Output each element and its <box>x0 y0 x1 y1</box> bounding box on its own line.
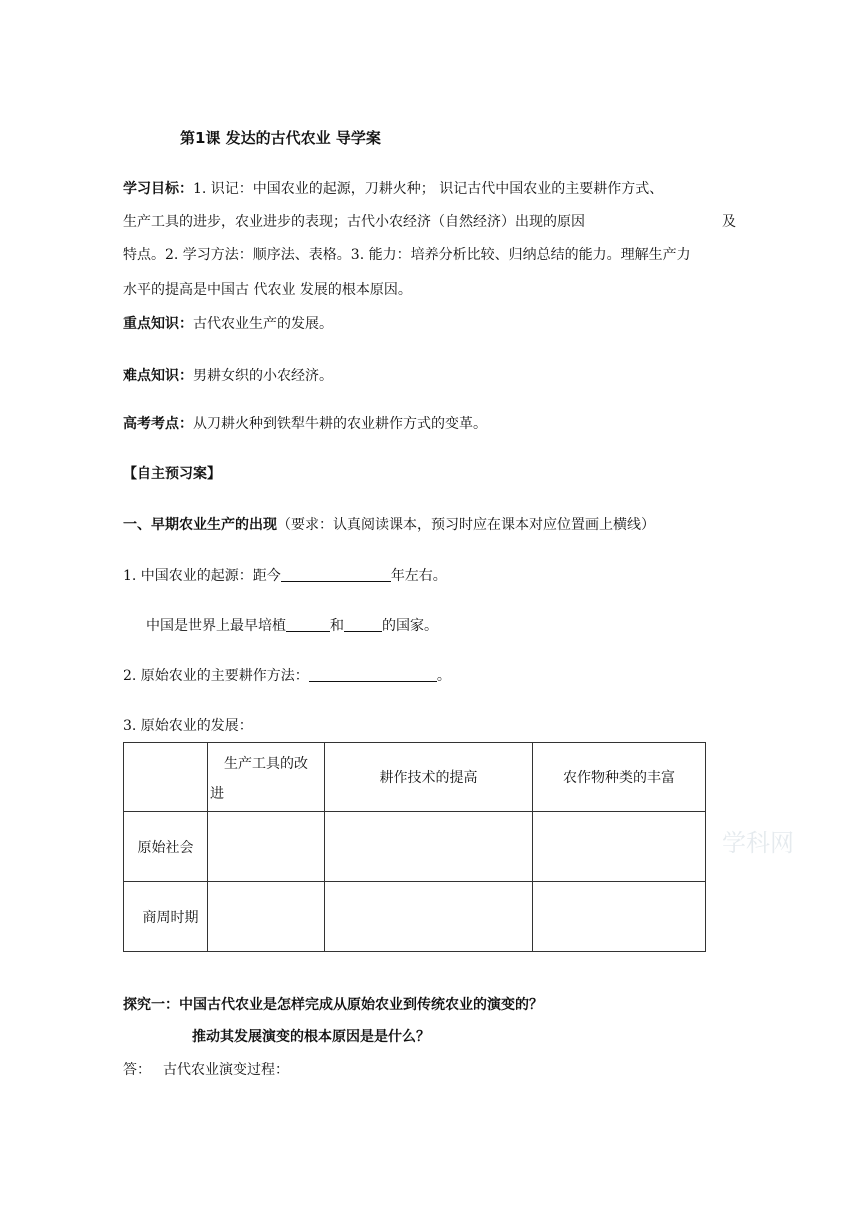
q1-prefix: 1. 中国农业的起源：距今 <box>123 568 281 584</box>
table-cell[interactable] <box>325 882 532 951</box>
objectives-line-1: 1. 识记：中国农业的起源，刀耕火种； 识记古代中国农业的主要耕作方式、 <box>193 181 664 197</box>
objectives-line-2: 生产工具的进步，农业进步的表现；古代小农经济（自然经济）出现的原因 <box>123 214 585 230</box>
section-header: 【自主预习案】 <box>123 466 221 482</box>
q2-prefix: 2. 原始农业的主要耕作方法： <box>123 668 309 684</box>
question-3: 3. 原始农业的发展： <box>123 718 253 734</box>
exam-points-label: 高考考点： <box>123 416 193 432</box>
answer-label: 答： <box>123 1062 151 1078</box>
inquiry-line-1: 探究一：中国古代农业是怎样完成从原始农业到传统农业的演变的？ <box>123 997 543 1013</box>
objectives-line-4: 水平的提高是中国古 代农业 发展的根本原因。 <box>123 282 412 298</box>
table-header-tools-line-2: 进 <box>210 786 224 802</box>
table-header-tools-line-1: 生产工具的改 <box>224 756 308 772</box>
q1b-middle: 和 <box>330 618 344 634</box>
table-row-label-shang-zhou: 商周时期 <box>142 909 199 926</box>
page-title: 第1课 发达的古代农业 导学案 <box>180 129 381 147</box>
difficult-points-label: 难点知识： <box>123 368 193 384</box>
table-cell[interactable] <box>533 882 705 951</box>
q1-suffix: 年左右。 <box>390 568 447 584</box>
inquiry-line-2: 推动其发展演变的根本原因是是什么？ <box>192 1029 430 1045</box>
answer-text: 古代农业演变过程： <box>163 1062 289 1078</box>
difficult-points-text: 男耕女织的小农经济。 <box>193 368 333 384</box>
watermark: 学科网 <box>722 829 794 857</box>
exam-points-text: 从刀耕火种到铁犁牛耕的农业耕作方式的变革。 <box>193 416 487 432</box>
key-points-text: 古代农业生产的发展。 <box>193 316 333 332</box>
table-row-label-primitive: 原始社会 <box>137 839 194 856</box>
table-cell[interactable] <box>208 812 324 881</box>
part1-note: （要求：认真阅读课本，预习时应在课本对应位置画上横线） <box>277 517 655 533</box>
part1-heading-text: 一、早期农业生产的出现 <box>123 517 277 533</box>
q1b-suffix: 的国家。 <box>382 618 438 634</box>
objectives-line-3: 特点。2. 学习方法：顺序法、表格。3. 能力：培养分析比较、归纳总结的能力。理解生产力 <box>123 247 691 263</box>
answer <box>123 1059 289 1081</box>
key-points-label: 重点知识： <box>123 316 193 332</box>
table-header-techniques: 耕作技术的提高 <box>379 770 478 786</box>
objectives-line-2-end: 及 <box>722 214 736 230</box>
table-cell[interactable] <box>533 812 705 881</box>
table-cell[interactable] <box>208 882 324 951</box>
table-cell[interactable] <box>325 812 532 881</box>
objectives-label: 学习目标： <box>123 181 193 197</box>
q1b-prefix: 中国是世界上最早培植 <box>146 618 286 634</box>
q2-suffix: 。 <box>436 668 451 684</box>
table-header-crops: 农作物种类的丰富 <box>563 770 675 786</box>
table-header-tools <box>210 749 322 809</box>
